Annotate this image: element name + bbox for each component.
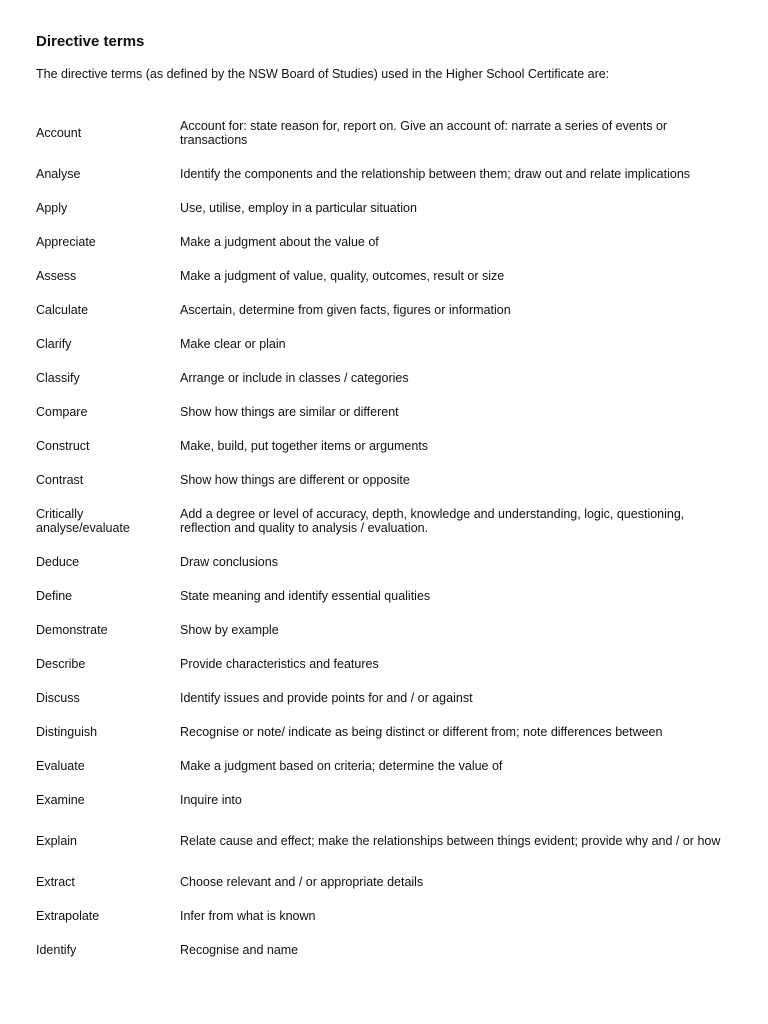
term-name: Deduce (36, 555, 80, 569)
term-row (36, 191, 736, 225)
term-definition: Show how things are different or opposite (180, 473, 410, 487)
term-definition: Inquire into (180, 793, 242, 807)
term-name: Discuss (36, 691, 80, 705)
term-definition: Account for: state reason for, report on. Give an account of: narrate a series of events or transactions (180, 118, 668, 147)
term-definition: Ascertain, determine from given facts, figures or information (180, 303, 511, 317)
term-name: Analyse (36, 167, 81, 181)
term-row (36, 579, 736, 613)
term-definition: Make a judgment based on criteria; determine the value of (180, 759, 503, 773)
term-name: Classify (36, 371, 80, 385)
term-name: Calculate (36, 303, 89, 317)
term-name: Clarify (36, 337, 72, 351)
term-row (36, 817, 736, 865)
directive-terms-list (36, 108, 736, 967)
term-name: Critically analyse/evaluate (36, 507, 130, 535)
term-row (36, 681, 736, 715)
term-name: Assess (36, 269, 77, 283)
term-name: Examine (36, 793, 85, 807)
term-row (36, 715, 736, 749)
term-row (36, 545, 736, 579)
term-name: Account (36, 125, 82, 140)
term-definition: Identify issues and provide points for and / or against (180, 691, 473, 705)
term-row (36, 259, 736, 293)
term-definition: Draw conclusions (180, 555, 278, 569)
term-definition: Relate cause and effect; make the relationships between things evident; provide why and / or how (180, 834, 721, 848)
term-row (36, 933, 736, 967)
term-row (36, 647, 736, 681)
term-row (36, 293, 736, 327)
term-row (36, 783, 736, 817)
term-row (36, 327, 736, 361)
term-definition: Use, utilise, employ in a particular situation (180, 201, 417, 215)
term-definition: Arrange or include in classes / categories (180, 371, 409, 385)
term-row (36, 899, 736, 933)
term-row (36, 613, 736, 647)
term-definition: Make a judgment of value, quality, outcomes, result or size (180, 269, 505, 283)
term-name: Construct (36, 439, 90, 453)
term-definition: Recognise or note/ indicate as being distinct or different from; note differences between (180, 725, 663, 739)
term-name: Apply (36, 201, 68, 215)
term-definition: Show by example (180, 623, 279, 637)
term-definition: Infer from what is known (180, 909, 316, 923)
term-definition: Make, build, put together items or arguments (180, 439, 429, 453)
term-row (36, 749, 736, 783)
term-name: Explain (36, 834, 77, 848)
term-name: Compare (36, 405, 88, 419)
term-row (36, 108, 736, 157)
term-name: Distinguish (36, 725, 98, 739)
term-name: Contrast (36, 473, 84, 487)
term-name: Appreciate (36, 235, 96, 249)
term-name: Describe (36, 657, 86, 671)
term-row (36, 429, 736, 463)
term-name: Extrapolate (36, 909, 100, 923)
term-row (36, 497, 736, 545)
term-definition: Choose relevant and / or appropriate details (180, 875, 424, 889)
term-row (36, 361, 736, 395)
term-row (36, 865, 736, 899)
term-row (36, 225, 736, 259)
term-definition: State meaning and identify essential qualities (180, 589, 431, 603)
term-name: Evaluate (36, 759, 85, 773)
term-definition: Identify the components and the relationship between them; draw out and relate implications (180, 167, 691, 181)
term-definition: Make a judgment about the value of (180, 235, 379, 249)
term-definition: Show how things are similar or different (180, 405, 399, 419)
term-row (36, 395, 736, 429)
term-row (36, 463, 736, 497)
term-row (36, 157, 736, 191)
term-definition: Provide characteristics and features (180, 657, 379, 671)
term-name: Define (36, 589, 73, 603)
page-title: Directive terms (36, 33, 145, 50)
term-name: Extract (36, 875, 75, 889)
term-name: Demonstrate (36, 623, 108, 637)
intro-paragraph: The directive terms (as defined by the NSW Board of Studies) used in the Higher School Certificate are: (36, 67, 610, 81)
term-definition: Recognise and name (180, 943, 299, 957)
term-definition: Add a degree or level of accuracy, depth, knowledge and understanding, logic, questioning, reflection and quality to analysis / evaluation. (180, 507, 685, 535)
term-name: Identify (36, 943, 77, 957)
term-definition: Make clear or plain (180, 337, 286, 351)
